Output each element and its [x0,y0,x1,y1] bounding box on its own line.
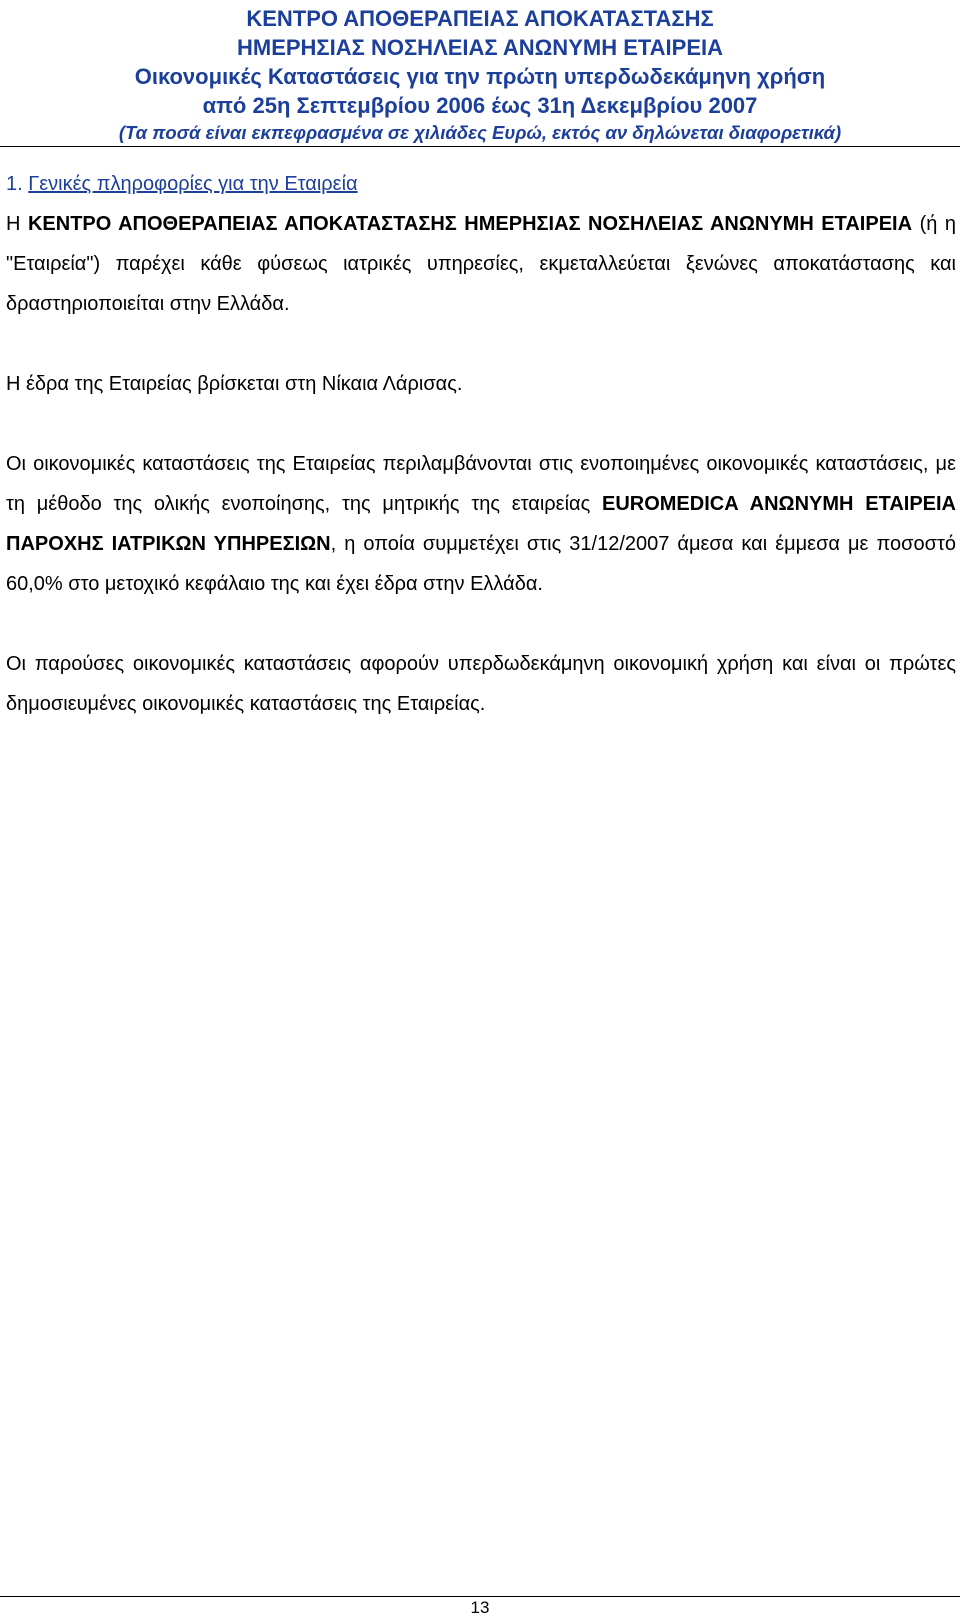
company-name-line1: ΚΕΝΤΡΟ ΑΠΟΘΕΡΑΠΕΙΑΣ ΑΠΟΚΑΤΑΣΤΑΣΗΣ [246,6,714,31]
section-number: 1. [6,173,23,195]
currency-note: (Τα ποσά είναι εκπεφρασμένα σε χιλιάδες Ευρώ, εκτός αν δηλώνεται διαφορετικά) [118,122,842,143]
p3-rest: , η οποία συμμετέχει στις 31/12/2007 άμεσα και έμμεσα με ποσοστό 60,0% στο μετοχικό κεφάλαιο της και έχει έδρα στην Ελλάδα. [6,533,956,595]
page-number: 13 [470,1598,490,1617]
parent-company-name: EUROMEDICA ΑΝΩΝΥΜΗ ΕΤΑΙΡΕΙΑ ΠΑΡΟΧΗΣ ΙΑΤΡΙΚΩΝ ΥΠΗΡΕΣΙΩΝ [6,493,956,555]
section-heading [6,164,956,204]
footer-divider [0,1596,960,1597]
company-name-line2: ΗΜΕΡΗΣΙΑΣ ΝΟΣΗΛΕΙΑΣ ΑΝΩΝΥΜΗ ΕΤΑΙΡΕΙΑ [236,35,724,60]
p1-prefix: Η [6,213,28,235]
header-divider [0,146,960,147]
paragraph-headquarters: Η έδρα της Εταιρείας βρίσκεται στη Νίκαια Λάρισας. [6,373,463,395]
page-header [0,4,960,146]
section-title: Γενικές πληροφορίες για την Εταιρεία [28,173,358,195]
statements-period: από 25η Σεπτεμβρίου 2006 έως 31η Δεκεμβρίου 2007 [202,93,758,118]
statements-title: Οικονομικές Καταστάσεις για την πρώτη υπερδωδεκάμηνη χρήση [134,64,826,89]
document-body [6,164,956,724]
paragraph-consolidation [6,444,956,604]
paragraph-company-description [6,204,956,324]
p1-rest: (ή η "Εταιρεία") παρέχει κάθε φύσεως ιατρικές υπηρεσίες, εκμεταλλεύεται ξενώνες αποκατάστασης και δραστηριοποιείται στην Ελλάδα. [6,213,957,315]
company-name-bold: ΚΕΝΤΡΟ ΑΠΟΘΕΡΑΠΕΙΑΣ ΑΠΟΚΑΤΑΣΤΑΣΗΣ ΗΜΕΡΗΣΙΑΣ ΝΟΣΗΛΕΙΑΣ ΑΝΩΝΥΜΗ ΕΤΑΙΡΕΙΑ [27,213,913,235]
paragraph-first-statements: Οι παρούσες οικονομικές καταστάσεις αφορούν υπερδωδεκάμηνη οικονομική χρήση και είναι οι πρώτες δημοσιευμένες οικονομικές καταστάσεις της Εταιρείας. [6,653,956,715]
p3-prefix: Οι οικονομικές καταστάσεις της Εταιρείας περιλαμβάνονται στις ενοποιημένες οικονομικές καταστάσεις, με τη μέθοδο της ολικής ενοποίησης, της μητρικής της εταιρείας [6,453,956,515]
